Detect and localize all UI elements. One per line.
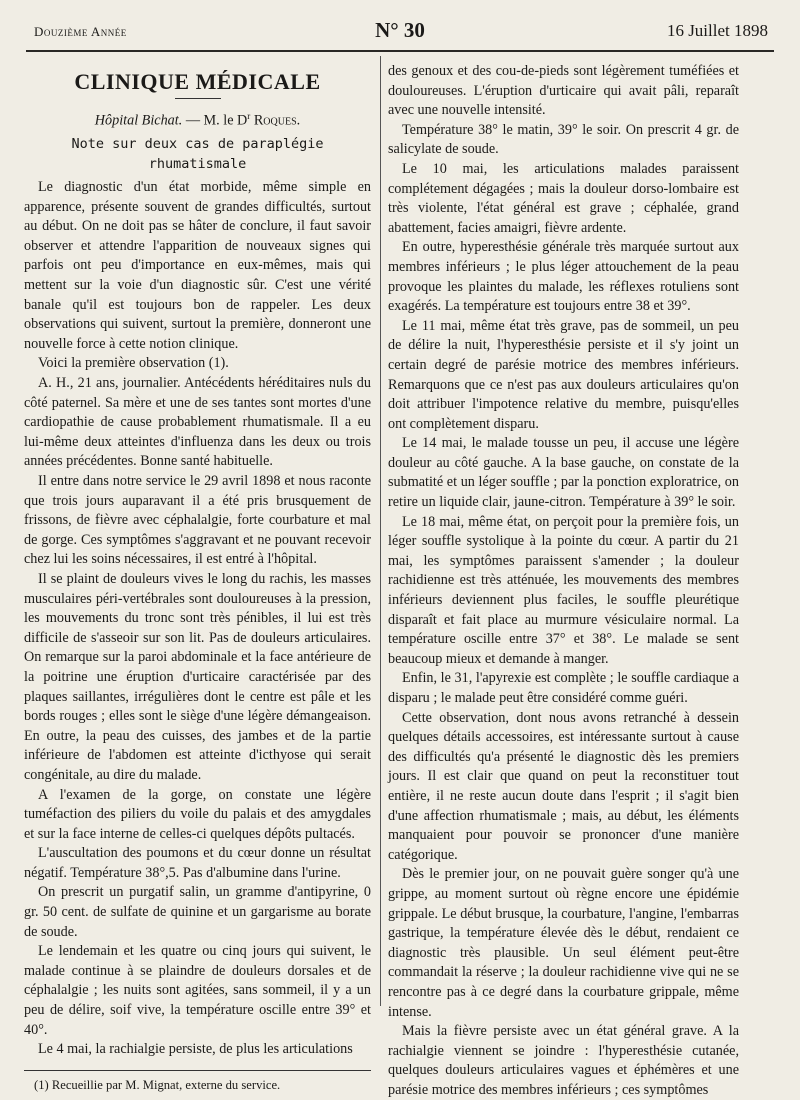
header-rule	[26, 50, 774, 52]
author-name: Roques.	[250, 112, 301, 129]
paragraph: Le lendemain et les quatre ou cinq jours qui suivent, le malade continue à se plaindre de douleurs dorsales et de céphalalgie ; les nuits sont agitées, sans sommeil, il y a un peu de délire, soif vive, la température oscille entre 39° et 40°.	[24, 943, 371, 1038]
author-prefix: — M. le D	[182, 112, 248, 129]
paragraph: Mais la fièvre persiste avec un état général grave. A la rachialgie viennent se joindre : l'hyperesthésie cutanée, quelques douleurs articulaires vagues et éphémères et une parésie motrice des membres inférieurs ; ces symptômes	[388, 1023, 739, 1098]
author-title-sup: r	[247, 110, 251, 121]
paragraph: Le 18 mai, même état, on perçoit pour la première fois, un léger souffle systolique à la pointe du cœur. A partir du 21 mai, les symptômes paraissent s'amender ; la douleur rachidienne est très atténuée, les mouvements des membres inférieurs deviennent plus faciles, le souffle pleurétique disparaît et fait place au murmure vésiculaire normal. La température oscille entre 37° et 38°. Le malade se sent beaucoup mieux et demande à manger.	[388, 513, 739, 667]
paragraph: Voici la première observation (1).	[38, 355, 229, 372]
paragraph: A l'examen de la gorge, on constate une légère tuméfaction des piliers du voile du palais et des amygdales et sur la face interne de celles-ci quelques dépôts pultacés.	[24, 786, 371, 842]
left-column	[24, 64, 371, 1093]
paragraph: On prescrit un purgatif salin, un gramme d'antipyrine, 0 gr. 50 cent. de sulfate de quinine et un gargarisme au borate de soude.	[24, 884, 371, 940]
paragraph: Cette observation, dont nous avons retranché à dessein quelques détails accessoires, est intéressante surtout à cause des difficultés qu'a présenté le diagnostic dès les premiers jours. Il est clair que quand on peut la reconstituer tout entière, il ne reste aucun doute dans l'esprit ; il s'agit bien d'une affection rhumatismale ; mais, au début, les éléments manquaient pour pouvoir se prononcer d'une manière catégorique.	[388, 709, 739, 863]
title-rule	[175, 98, 221, 99]
paragraph: L'auscultation des poumons et du cœur donne un résultat négatif. Température 38°,5. Pas d'albumine dans l'urine.	[24, 845, 371, 881]
paragraph: des genoux et des cou-de-pieds sont légèrement tuméfiées et douloureuses. L'éruption d'urticaire qui avait pâli, reparaît avec une nouvelle intensité.	[388, 63, 739, 119]
issue-date: 16 Juillet 1898	[666, 21, 768, 40]
right-column	[388, 62, 739, 1100]
footnote-rule	[24, 1070, 371, 1071]
paragraph: Il se plaint de douleurs vives le long du rachis, les masses musculaires péri-vertébrales sont douloureuses à la pression, les mouvements du tronc sont très pénibles, il lui est très difficile de s'asseoir sur son lit. Pas de douleurs articulaires. On remarque sur la paroi abdominale et la face antérieure de la poitrine une éruption d'urticaire caractérisée par des plaques saillantes, irrégulières dont le centre est pâle et les bords rouges ; elles sont le siège d'une légère démangeaison. En outre, la peau des cuisses, des jambes et de la partie inférieure de l'abdomen est atteinte d'icthyose qui serait congénitale, au dire du malade.	[24, 570, 371, 783]
page-header	[26, 18, 774, 44]
issue-number: N° 30	[375, 18, 425, 42]
paragraph: Le 14 mai, le malade tousse un peu, il accuse une légère douleur au côté gauche. A la base gauche, on constate de la submatité et un léger souffle ; par la ponction exploratrice, on retire un liquide clair, jaune-citron. Température à 39° le soir.	[388, 435, 739, 511]
hospital-line	[24, 107, 371, 131]
footnote: (1) Recueillie par M. Mignat, externe du service.	[34, 1077, 281, 1092]
article-title: Note sur deux cas de paraplégie rhumatismale	[71, 135, 324, 172]
paragraph: Le diagnostic d'un état morbide, même simple en apparence, présente souvent de grandes difficultés, surtout au début. On ne doit pas se hâter de conclure, il faut savoir observer et attendre l'apparition de nouveaux signes qui parfois ont peu d'importance en eux-mêmes, mais qui mettent sur la voie d'un diagnostic sûr. C'est une vérité banale qu'il est toujours bon de rappeler. Les deux observations qui suivent, surtout la première, donneront une nouvelle force à cette notion clinique.	[24, 179, 371, 352]
paragraph: Dès le premier jour, on ne pouvait guère songer qu'à une grippe, au moment surtout où règne encore une épidémie grippale. Le début brusque, la courbature, l'angine, l'embarras gastrique, la température élevée dès le début, rendaient ce diagnostic très plausible. Un seul élément peut-être commandait la réserve ; la douleur rachidienne vive qui ne se rencontre pas à ce degré dans la courbature grippale, même intense.	[388, 866, 739, 1020]
paragraph: A. H., 21 ans, journalier. Antécédents héréditaires nuls du côté paternel. Sa mère et une de ses tantes sont mortes d'une cardiopathie de cause probablement rhumatismale. Il a eu lui-même deux atteintes d'influenza dans les deux ou trois années précédentes. Bonne santé habituelle.	[24, 375, 371, 470]
paragraph: Température 38° le matin, 39° le soir. On prescrit 4 gr. de salicylate de soude.	[388, 121, 739, 158]
column-divider	[380, 56, 381, 1006]
paragraph: Le 11 mai, même état très grave, pas de sommeil, un peu de délire la nuit, l'hyperesthésie persiste et il s'y joint un certain degré de parésie motrice des membres inférieurs. Remarquons que ce n'est pas aux douleurs articulaires qu'on doit attribuer l'impotence relative du membre, puisqu'elles ont complètement disparu.	[388, 317, 739, 432]
paragraph: Il entre dans notre service le 29 avril 1898 et nous raconte que trois jours auparavant il a été pris brusquement de frissons, de fièvre avec céphalalgie, forte courbature et mal de gorge. Ces symptômes s'aggravant et ne pouvant recevoir chez lui les soins nécessaires, il est entré à l'hôpital.	[24, 473, 371, 568]
hospital-name: Hôpital Bichat.	[94, 112, 183, 129]
section-title: CLINIQUE MÉDICALE	[74, 69, 321, 94]
paragraph: Le 10 mai, les articulations malades paraissent complétement dégagées ; mais la douleur dorso-lombaire est très violente, l'état général est grave ; céphalée, grand abattement, facies amaigri, fièvre ardente.	[388, 160, 739, 236]
paragraph: Le 4 mai, la rachialgie persiste, de plus les articulations	[38, 1041, 353, 1058]
paragraph: Enfin, le 31, l'apyrexie est complète ; le souffle cardiaque a disparu ; le malade peut être considéré comme guéri.	[388, 670, 739, 706]
paragraph: En outre, hyperesthésie générale très marquée surtout aux membres inférieurs ; le plus léger attouchement de la peau provoque les plaintes du malade, les réflexes rotuliens sont exagérés. La température est toujours entre 38 et 39°.	[388, 239, 739, 315]
volume-label: Douzième Année	[34, 24, 127, 39]
